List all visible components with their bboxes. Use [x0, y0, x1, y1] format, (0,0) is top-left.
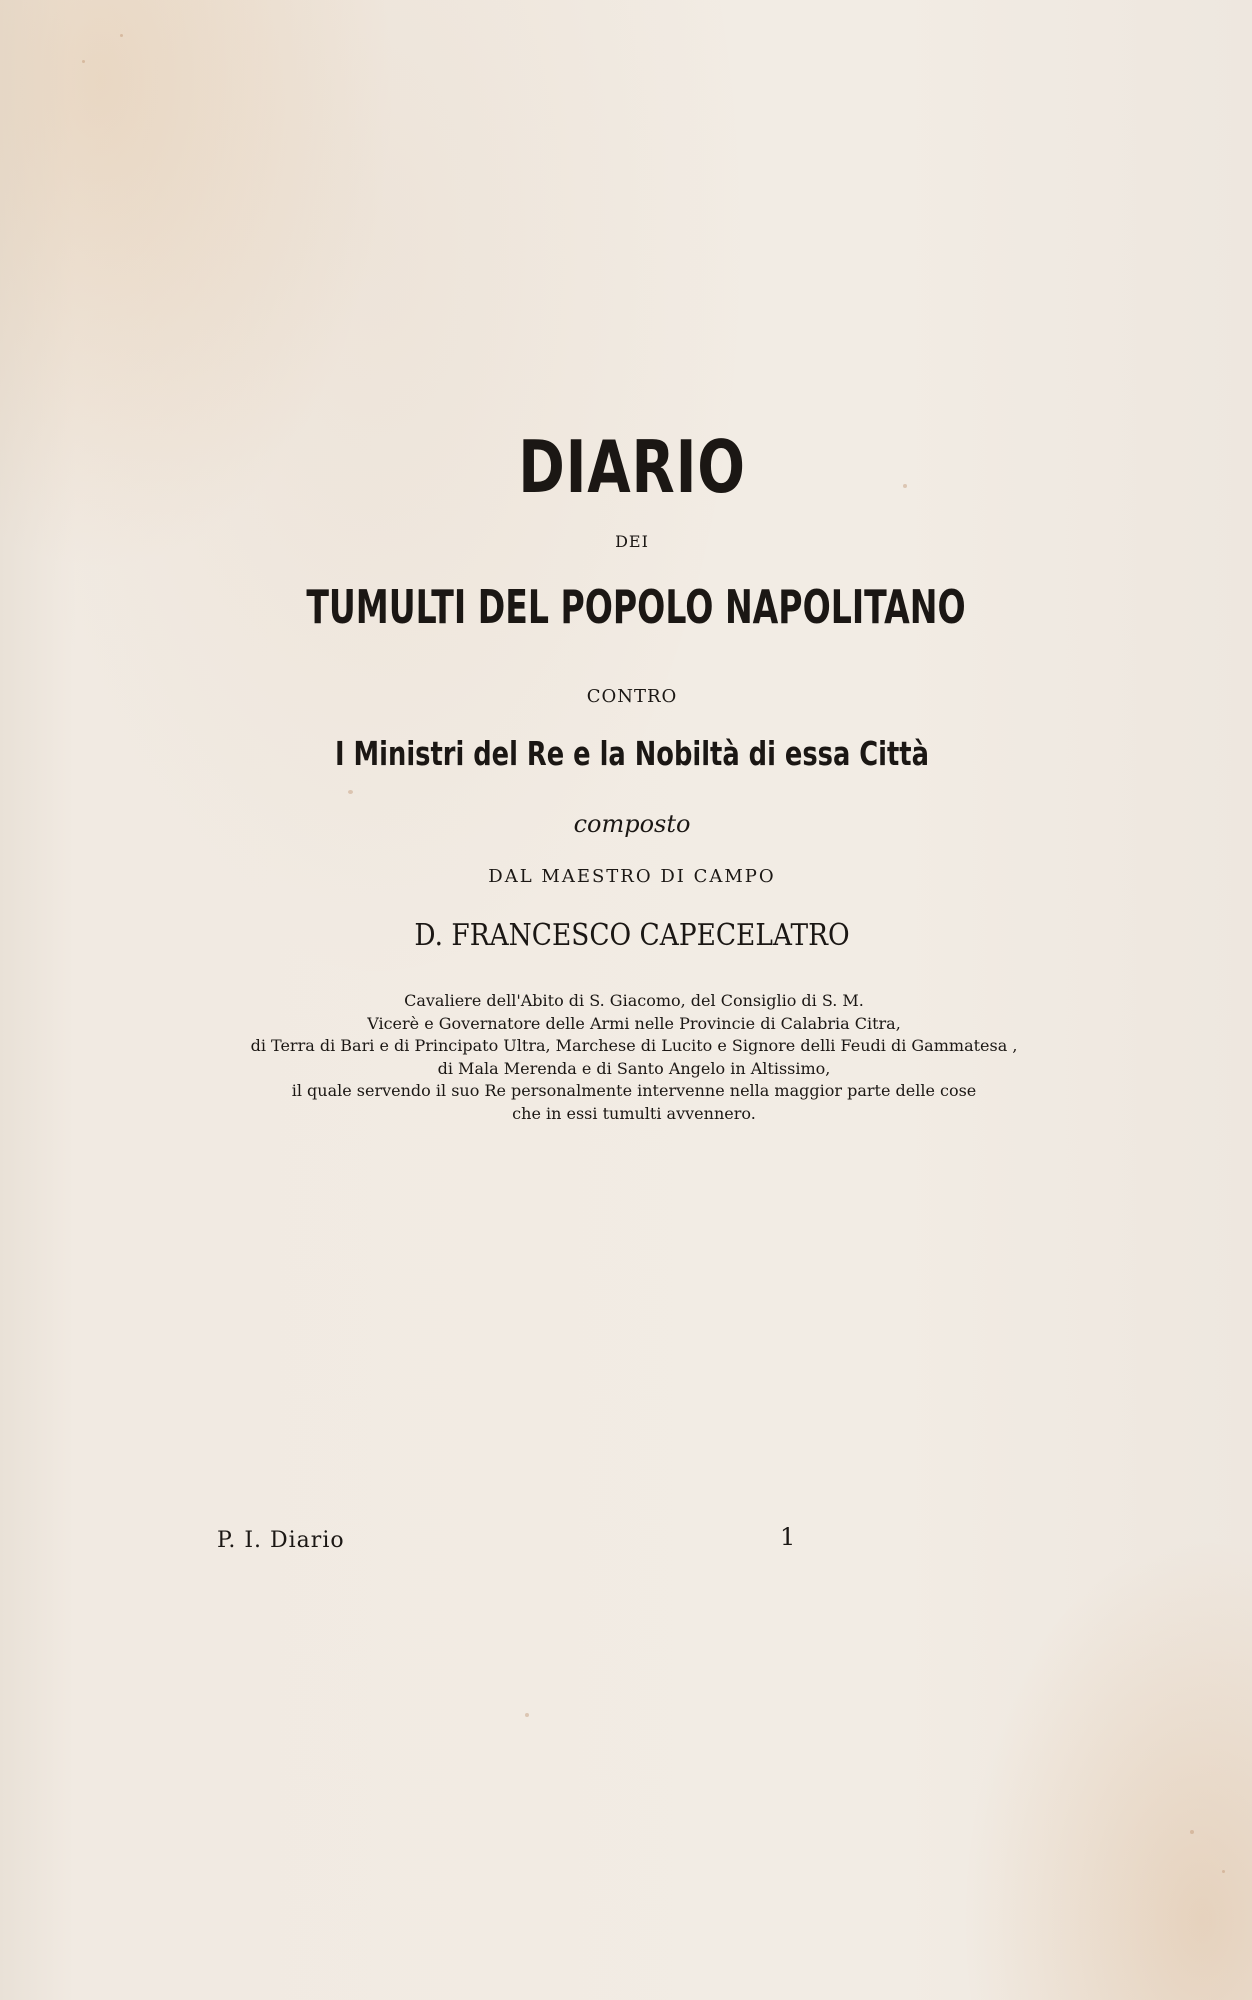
description-line: di Mala Merenda e di Santo Angelo in Altissimo, [437, 1058, 831, 1078]
description-line: Cavaliere dell'Abito di S. Giacomo, del Consiglio di S. M. [404, 991, 864, 1010]
book-subtitle: TUMULTI DEL POPOLO NAPOLITANO [306, 580, 966, 634]
book-title: DIARIO [518, 425, 746, 509]
signature-mark: P. I. Diario [217, 1528, 345, 1553]
description-line: Vicerè e Governatore delle Armi nelle Provincie di Calabria Citra, [367, 1013, 901, 1033]
author-prefix: DAL MAESTRO DI CAMPO [488, 866, 776, 887]
title-connector-dei: DEI [615, 532, 649, 551]
author-description [8, 990, 1252, 1125]
page-number: 1 [780, 1523, 796, 1551]
foxing-spot [348, 790, 353, 794]
foxing-spot [1190, 1830, 1194, 1834]
composed-label: composto [573, 810, 691, 838]
title-connector-contro: CONTRO [586, 686, 678, 707]
foxing-spot [120, 34, 123, 37]
book-subtitle-2: I Ministri del Re e la Nobiltà di essa Città [335, 734, 929, 773]
foxing-spot [525, 1713, 529, 1717]
description-line: che in essi tumulti avvennero. [512, 1103, 756, 1123]
author-name: D. FRANCESCO CAPECELATRO [414, 918, 850, 953]
foxing-spot [1222, 1870, 1225, 1873]
description-line: il quale servendo il suo Re personalmente intervenne nella maggior parte delle cose [291, 1081, 977, 1100]
foxing-spot [82, 60, 85, 63]
description-line: di Terra di Bari e di Principato Ultra, Marchese di Lucito e Signore delli Feudi di Gammatesa , [250, 1036, 1018, 1055]
